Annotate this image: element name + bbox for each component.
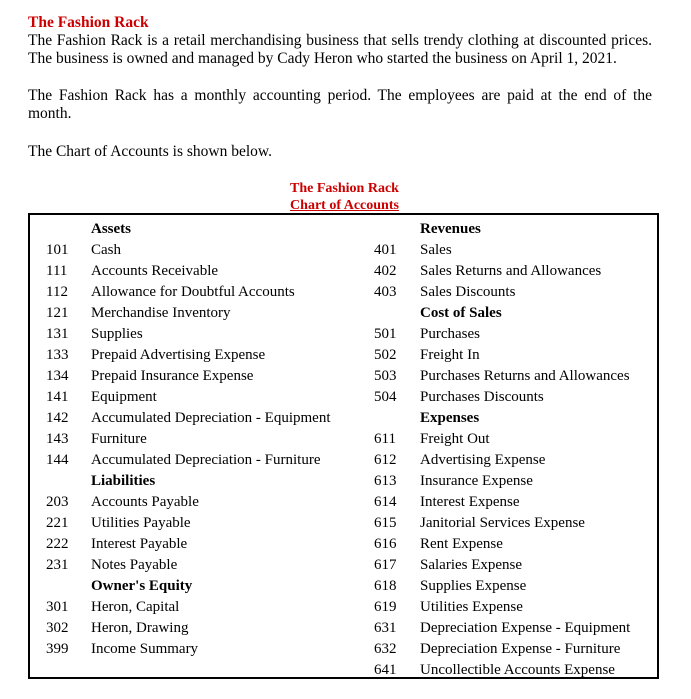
- account-row: [360, 282, 659, 303]
- account-number: 143: [46, 431, 69, 447]
- account-name: Prepaid Insurance Expense: [91, 368, 254, 384]
- account-number: 111: [46, 263, 68, 279]
- account-name: Depreciation Expense - Furniture: [420, 641, 621, 657]
- account-row: [30, 387, 360, 408]
- account-number: 502: [374, 347, 397, 363]
- account-row: [30, 450, 360, 471]
- account-name: Rent Expense: [420, 536, 503, 552]
- account-number: 112: [46, 284, 68, 300]
- account-row: [30, 429, 360, 450]
- account-name: Janitorial Services Expense: [420, 515, 585, 531]
- section-name: Cost of Sales: [420, 305, 502, 321]
- account-row: [30, 408, 360, 429]
- account-name: Advertising Expense: [420, 452, 546, 468]
- account-number: 403: [374, 284, 397, 300]
- account-row: [360, 534, 659, 555]
- account-row: [360, 471, 659, 492]
- account-name: Depreciation Expense - Equipment: [420, 620, 631, 636]
- account-number: 402: [374, 263, 397, 279]
- account-number: 501: [374, 326, 397, 342]
- account-row: [30, 366, 360, 387]
- account-name: Interest Expense: [420, 494, 520, 510]
- account-number: 641: [374, 662, 397, 678]
- account-name: Accounts Payable: [91, 494, 199, 510]
- account-row: [30, 639, 360, 660]
- account-name: Purchases: [420, 326, 480, 342]
- account-section-heading: [360, 303, 659, 324]
- account-row: [360, 618, 659, 639]
- account-number: 618: [374, 578, 397, 594]
- account-name: Accumulated Depreciation - Equipment: [91, 410, 331, 426]
- account-name: Utilities Payable: [91, 515, 191, 531]
- account-row: [360, 324, 659, 345]
- chart-intro-paragraph: The Chart of Accounts is shown below.: [28, 143, 272, 160]
- account-section-heading: [30, 471, 360, 492]
- account-row: [360, 597, 659, 618]
- chart-heading-title: Chart of Accounts: [290, 198, 399, 213]
- account-name: Purchases Returns and Allowances: [420, 368, 630, 384]
- account-name: Income Summary: [91, 641, 199, 657]
- account-name: Heron, Drawing: [91, 620, 189, 636]
- account-row: [30, 282, 360, 303]
- account-name: Interest Payable: [91, 536, 188, 552]
- section-name: Assets: [91, 221, 131, 237]
- account-name: Supplies Expense: [420, 578, 527, 594]
- account-number: 121: [46, 305, 69, 321]
- account-name: Heron, Capital: [91, 599, 180, 615]
- account-number: 504: [374, 389, 397, 405]
- account-row: [360, 555, 659, 576]
- account-name: Accounts Receivable: [91, 263, 219, 279]
- account-number: 133: [46, 347, 69, 363]
- section-name: Liabilities: [91, 473, 156, 489]
- accounting-period-paragraph: The Fashion Rack has a monthly accounting period. The employees are paid at the end of the month.: [28, 87, 652, 122]
- chart-of-accounts-table: [28, 213, 659, 679]
- account-number: 142: [46, 410, 69, 426]
- account-row: [360, 660, 659, 681]
- account-number: 144: [46, 452, 69, 468]
- account-name: Salaries Expense: [420, 557, 523, 573]
- account-name: Furniture: [91, 431, 147, 447]
- account-row: [30, 345, 360, 366]
- account-row: [30, 597, 360, 618]
- chart-left-column: [30, 219, 360, 660]
- account-number: 302: [46, 620, 69, 636]
- account-number: 221: [46, 515, 69, 531]
- account-name: Freight Out: [420, 431, 490, 447]
- account-row: [360, 450, 659, 471]
- account-number: 616: [374, 536, 397, 552]
- account-number: 301: [46, 599, 69, 615]
- account-row: [30, 324, 360, 345]
- account-row: [30, 513, 360, 534]
- chart-heading: [0, 180, 691, 214]
- account-section-heading: [30, 576, 360, 597]
- account-number: 611: [374, 431, 396, 447]
- document-title: The Fashion Rack: [28, 14, 149, 31]
- account-number: 399: [46, 641, 69, 657]
- account-name: Sales Discounts: [420, 284, 516, 300]
- section-name: Owner's Equity: [91, 578, 193, 594]
- account-number: 614: [374, 494, 397, 510]
- account-row: [30, 492, 360, 513]
- account-row: [360, 639, 659, 660]
- account-row: [30, 534, 360, 555]
- account-name: Uncollectible Accounts Expense: [420, 662, 615, 678]
- account-row: [360, 345, 659, 366]
- account-section-heading: [360, 219, 659, 240]
- account-number: 231: [46, 557, 69, 573]
- account-number: 619: [374, 599, 397, 615]
- account-number: 631: [374, 620, 397, 636]
- account-name: Equipment: [91, 389, 157, 405]
- document-body: [28, 14, 652, 161]
- chart-right-column: [360, 219, 659, 681]
- account-number: 612: [374, 452, 397, 468]
- account-number: 222: [46, 536, 69, 552]
- account-row: [360, 366, 659, 387]
- account-name: Notes Payable: [91, 557, 178, 573]
- account-number: 134: [46, 368, 69, 384]
- account-section-heading: [360, 408, 659, 429]
- account-row: [30, 240, 360, 261]
- chart-heading-company: The Fashion Rack: [290, 181, 399, 196]
- account-row: [360, 240, 659, 261]
- account-name: Sales Returns and Allowances: [420, 263, 602, 279]
- account-number: 632: [374, 641, 397, 657]
- account-number: 613: [374, 473, 397, 489]
- account-row: [30, 261, 360, 282]
- account-section-heading: [30, 219, 360, 240]
- account-number: 131: [46, 326, 69, 342]
- account-row: [360, 387, 659, 408]
- account-name: Utilities Expense: [420, 599, 523, 615]
- account-name: Freight In: [420, 347, 480, 363]
- account-row: [360, 513, 659, 534]
- account-row: [360, 261, 659, 282]
- account-row: [360, 492, 659, 513]
- section-name: Expenses: [420, 410, 480, 426]
- account-row: [30, 303, 360, 324]
- account-number: 401: [374, 242, 397, 258]
- account-name: Purchases Discounts: [420, 389, 544, 405]
- account-number: 141: [46, 389, 69, 405]
- account-number: 503: [374, 368, 397, 384]
- account-name: Cash: [91, 242, 121, 258]
- account-number: 615: [374, 515, 397, 531]
- account-name: Merchandise Inventory: [91, 305, 231, 321]
- account-name: Supplies: [91, 326, 143, 342]
- account-name: Insurance Expense: [420, 473, 533, 489]
- account-name: Sales: [420, 242, 452, 258]
- account-row: [360, 429, 659, 450]
- account-number: 101: [46, 242, 69, 258]
- account-name: Prepaid Advertising Expense: [91, 347, 266, 363]
- account-row: [360, 576, 659, 597]
- account-name: Allowance for Doubtful Accounts: [91, 284, 295, 300]
- account-row: [30, 555, 360, 576]
- account-name: Accumulated Depreciation - Furniture: [91, 452, 321, 468]
- intro-paragraph: The Fashion Rack is a retail merchandising business that sells trendy clothing at discounted prices. The business is owned and managed by Cady Heron who started the business on April 1, 2021.: [28, 32, 652, 67]
- account-row: [30, 618, 360, 639]
- section-name: Revenues: [420, 221, 481, 237]
- account-number: 617: [374, 557, 397, 573]
- account-number: 203: [46, 494, 69, 510]
